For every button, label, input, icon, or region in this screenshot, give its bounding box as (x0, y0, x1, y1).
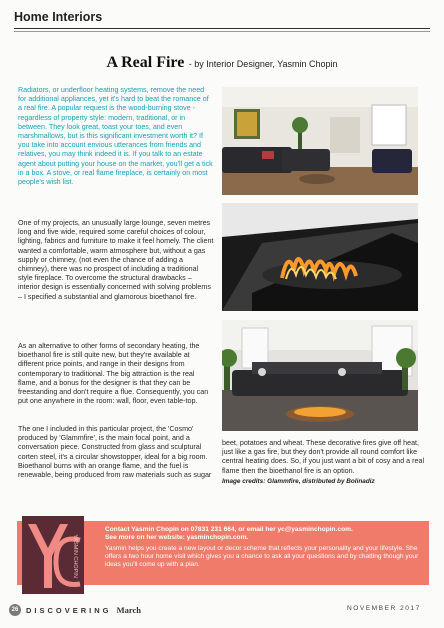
magazine-name: DISCOVERING March (26, 605, 142, 615)
page-number: 26 (9, 604, 21, 616)
svg-text:YASMIN CHOPIN: YASMIN CHOPIN (72, 534, 78, 578)
issue-name: March (116, 605, 142, 615)
article-heading (14, 54, 430, 72)
advert-text (105, 526, 425, 569)
section-label: Home Interiors (14, 10, 103, 24)
body-paragraph-1: One of my projects, an unusually large lounge, seven metres long and five wide, required some careful choices of colour, lighting, fabrics and furniture to make it feel homely. The client wanted a comfortable, warm atmosphere but, without a gas supply or chimney, (not even the chance of adding a chimney), there was no prospect of including a traditional style fireplace. To overcome the structural drawbacks – interior design is essentially concerned with solving problems – I specified a substantial and glamorous bioethanol fire. (18, 219, 214, 301)
living-room-photo (222, 87, 418, 195)
header-rule (14, 28, 430, 29)
image-credits: Image credits: Glammfire, distributed by Bolinadiz (222, 478, 375, 485)
issue-date: NOVEMBER 2017 (347, 605, 421, 612)
body-paragraph-2: As an alternative to other forms of secondary heating, the bioethanol fire is still quite new, but they're available at different price points, and range in their designs from contemporary to traditional. The big attraction is the real flame, and a bonus for the designer is that they can be freestanding and don't require a flue. Consequently, you can put one anywhere in the room: wall, floor, even table-top. (18, 342, 209, 406)
fire-closeup-photo (222, 203, 418, 311)
intro-paragraph: Radiators, or underfloor heating systems, remove the need for additional appliances, yet it's hard to beat the romance of a real fire. A popular request is the wood-burning stove - regardless of property style: modern, traditional, or in between. They look great, toast your toes, and even marshmallows, but is this significant investment worth it? If you take into account envious utterances from friends and relatives, you may think indeed it is. If you talk to an estate agent about putting your house on the market, you'll get a tick in a box. A stove, or real flame fireplace, is certainly on most people's wish list. (18, 86, 213, 187)
advert-website[interactable]: See more on her website: yasminchopin.com. (105, 534, 249, 542)
lounge-fire-photo (222, 320, 418, 431)
yasmin-chopin-logo (22, 516, 84, 594)
header-rule-thin (14, 31, 430, 32)
advert-blurb: Yasmin helps you create a new layout or decor scheme that reflects your personality and your lifestyle. She offers a two hour home visit which gives you a chance to ask all your questions and by chatting though your ideas you'll come up with a plan. (105, 544, 419, 569)
body-paragraph-3: The one I included in this particular project, the 'Cosmo' produced by 'Glammfire', is the main focal point, and a conversation piece. Constructed from glass and sculptural corten steel, it's a circular showstopper, ideal for a big room. Bioethanol burns with an orange flame, and the fuel is renewable, being produced from raw materials such as sugar (18, 425, 212, 480)
body-paragraph-4: beet, potatoes and wheat. These decorative fires give off heat, just like a gas fire, but they don't provide all round comfort like central heating does. So, if you just want a bit of cosy and a real flame then the bioethanol fire is an option. (222, 439, 425, 475)
advert-contact[interactable]: Contact Yasmin Chopin on 07831 231 664, or email her yc@yasminchopin.com. (105, 526, 353, 533)
article-title: A Real Fire (106, 54, 185, 71)
article-byline: - by Interior Designer, Yasmin Chopin (188, 59, 338, 69)
